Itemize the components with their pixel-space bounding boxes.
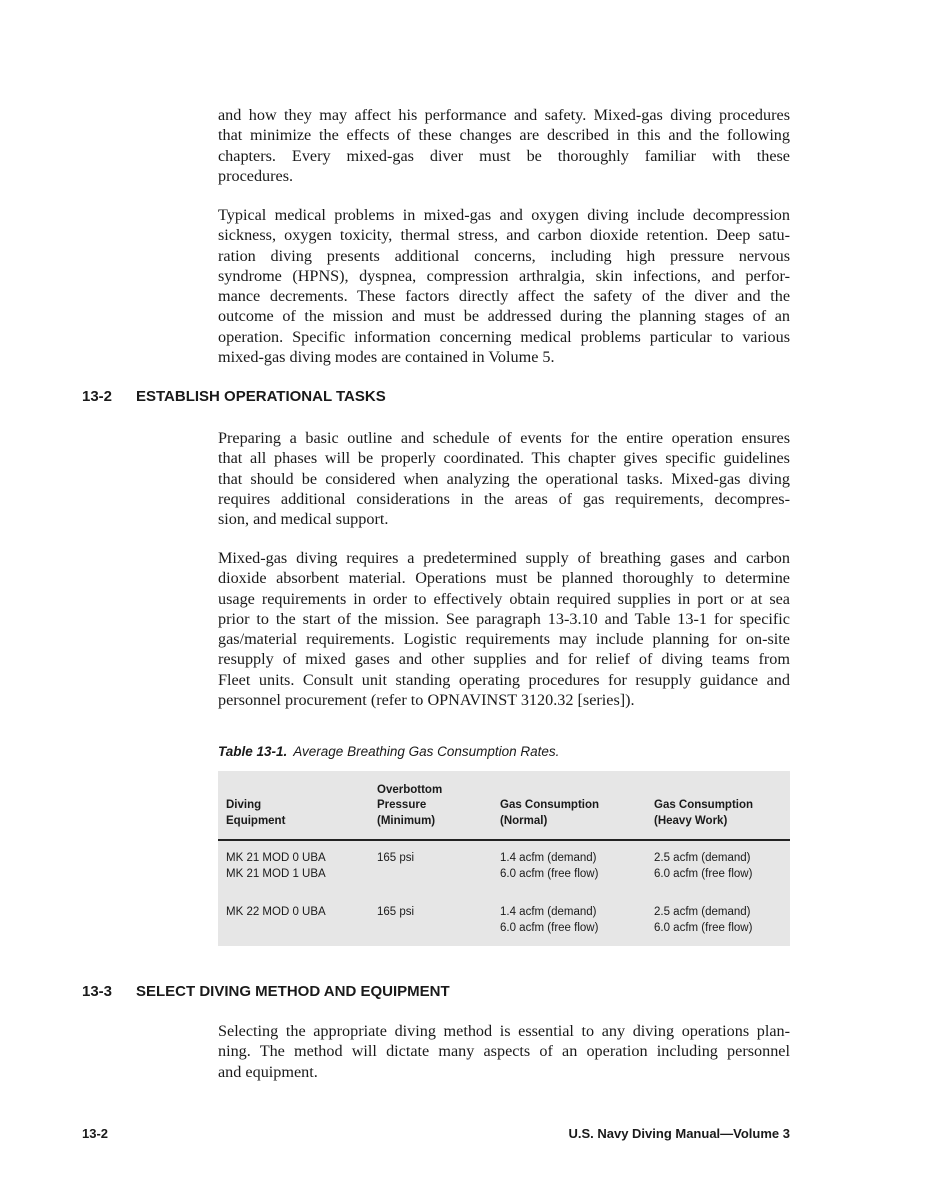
section-title: SELECT DIVING METHOD AND EQUIPMENT (136, 983, 450, 1000)
text-line: sickness, oxygen toxicity, thermal stress, and carbon dioxide retention. Deep satu- (218, 226, 790, 245)
table-cell: MK 21 MOD 0 UBA (226, 852, 326, 864)
text-line: that should be considered when analyzing the operational tasks. Mixed-gas diving (218, 469, 790, 488)
section-title: ESTABLISH OPERATIONAL TASKS (136, 388, 386, 405)
text-line: sion, and medical support. (218, 510, 389, 529)
text-line: syndrome (HPNS), dyspnea, compression arthralgia, skin infections, and perfor- (218, 266, 790, 285)
table-cell: 6.0 acfm (free flow) (500, 867, 599, 880)
text-line: outcome of the mission and must be addressed during the planning stages of an (218, 307, 790, 326)
text-line: and equipment. (218, 1062, 318, 1081)
table-caption-text: Average Breathing Gas Consumption Rates. (293, 744, 560, 759)
column-header: (Minimum) (377, 815, 436, 827)
table-header-rule (218, 839, 790, 841)
table-caption-label: Table 13-1. (218, 744, 288, 759)
paragraph-5 (218, 1021, 790, 1082)
text-line: Fleet units. Consult unit standing operating procedures for resupply guidance and (218, 670, 790, 689)
paragraph-1 (218, 105, 790, 186)
column-header: Gas Consumption (500, 799, 600, 811)
text-line: requires additional considerations in the areas of gas requirements, decompres- (218, 489, 790, 508)
text-line: dioxide absorbent material. Operations must be planned thoroughly to determine (218, 569, 790, 588)
text-line: usage requirements in order to effectively obtain required supplies in port or at sea (218, 589, 790, 608)
section-heading-13-2 (82, 388, 386, 405)
text-line: ning. The method will dictate many aspects of an operation including personnel (218, 1042, 790, 1061)
text-line: Preparing a basic outline and schedule of events for the entire operation ensures (218, 429, 790, 447)
text-line: prior to the start of the mission. See paragraph 13-3.10 and Table 13-1 for specific (218, 609, 790, 628)
table-cell: 6.0 acfm (free flow) (500, 921, 599, 934)
column-header: (Normal) (500, 815, 548, 827)
text-line: and how they may affect his performance and safety. Mixed-gas diving procedures (218, 106, 790, 124)
section-heading-13-3 (82, 983, 450, 1000)
table-cell: 2.5 acfm (demand) (654, 906, 751, 918)
text-line: Mixed-gas diving requires a predetermined supply of breathing gases and carbon (218, 549, 790, 567)
gas-consumption-table (218, 771, 790, 946)
table-cell: MK 22 MOD 0 UBA (226, 906, 326, 918)
section-number: 13-2 (82, 388, 113, 405)
table-cell: 165 psi (377, 906, 415, 918)
text-line: chapters. Every mixed-gas diver must be thoroughly familiar with these (218, 146, 790, 165)
text-line: Selecting the appropriate diving method is essential to any diving operations plan- (218, 1022, 790, 1040)
text-line: that minimize the effects of these changes are described in this and the following (218, 126, 790, 145)
section-number: 13-3 (82, 983, 113, 1000)
text-line: personnel procurement (refer to OPNAVINST 3120.32 [series]). (218, 691, 635, 710)
text-line: procedures. (218, 166, 294, 185)
column-header: Gas Consumption (654, 799, 754, 811)
table-cell: 165 psi (377, 852, 415, 864)
footer-title: U.S. Navy Diving Manual—Volume 3 (568, 1126, 790, 1141)
table-cell: MK 21 MOD 1 UBA (226, 867, 326, 880)
footer-page-number: 13-2 (82, 1126, 109, 1141)
table-cell: 6.0 acfm (free flow) (654, 921, 753, 934)
table-caption (218, 744, 559, 759)
text-line: resupply of mixed gases and other supplies and for relief of diving teams from (218, 650, 790, 669)
text-line: Typical medical problems in mixed-gas and oxygen diving include decompression (218, 206, 790, 224)
text-line: gas/material requirements. Logistic requirements may include planning for on-site (218, 630, 790, 649)
text-line: mance decrements. These factors directly affect the safety of the diver and the (218, 287, 790, 306)
column-header: Pressure (377, 799, 427, 811)
column-header: Overbottom (377, 784, 443, 796)
table-cell: 6.0 acfm (free flow) (654, 867, 753, 880)
paragraph-4 (218, 548, 790, 710)
column-header: Diving (226, 799, 262, 811)
paragraph-3 (218, 428, 790, 529)
text-line: that all phases will be properly coordinated. This chapter gives specific guidelines (218, 449, 790, 468)
table-cell: 2.5 acfm (demand) (654, 852, 751, 864)
column-header: (Heavy Work) (654, 815, 728, 827)
paragraph-2 (218, 205, 790, 367)
text-line: mixed-gas diving modes are contained in Volume 5. (218, 348, 555, 367)
column-header: Equipment (226, 815, 286, 827)
table-cell: 1.4 acfm (demand) (500, 906, 597, 918)
text-line: operation. Specific information concerning medical problems particular to various (218, 327, 790, 346)
text-line: ration diving presents additional concerns, including high pressure nervous (218, 246, 790, 265)
table-cell: 1.4 acfm (demand) (500, 852, 597, 864)
